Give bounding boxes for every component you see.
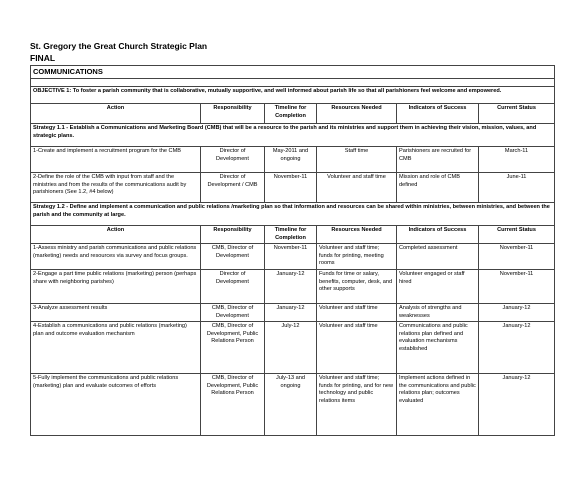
status-cell: November-11: [479, 244, 555, 270]
timeline-cell: November-11: [265, 173, 317, 203]
document-subtitle: FINAL: [30, 53, 56, 63]
section-row: [31, 66, 555, 79]
header-indicators: Indicators of Success: [397, 226, 479, 244]
table-row: [31, 270, 555, 304]
timeline-cell: November-11: [265, 244, 317, 270]
responsibility-cell: CMB, Director of Development, Public Relations Person: [201, 374, 265, 436]
header-action: Action: [31, 226, 201, 244]
header-responsibility: Responsibility: [201, 226, 265, 244]
indicators-cell: Implement actions defined in the communications and public relations plan; outcomes evaluated: [397, 374, 479, 436]
status-cell: January-12: [479, 374, 555, 436]
responsibility-cell: Director of Development / CMB: [201, 173, 265, 203]
table-row: [31, 147, 555, 173]
timeline-cell: July-12: [265, 322, 317, 374]
status-cell: June-11: [479, 173, 555, 203]
strategic-plan-table: [30, 65, 555, 436]
table-row: [31, 304, 555, 322]
indicators-cell: Communications and public relations plan defined and evaluation mechanisms established: [397, 322, 479, 374]
header-responsibility: Responsibility: [201, 104, 265, 124]
responsibility-cell: CMB, Director of Development, Public Relations Person: [201, 322, 265, 374]
status-cell: March-11: [479, 147, 555, 173]
resources-cell: Volunteer and staff time: [317, 322, 397, 374]
strategy-row: [31, 124, 555, 147]
resources-cell: Volunteer and staff time: [317, 173, 397, 203]
timeline-cell: July-13 and ongoing: [265, 374, 317, 436]
action-cell: 4-Establish a communications and public relations (marketing) plan and outcome evaluation mechanism: [31, 322, 201, 374]
timeline-cell: January-12: [265, 270, 317, 304]
objective-text: OBJECTIVE 1: To foster a parish community that is collaborative, mutually supportive, and well informed about parish life so that all parishioners feel welcome and empowered.: [31, 87, 555, 104]
table-header-row: [31, 226, 555, 244]
strategy-row: [31, 203, 555, 226]
indicators-cell: Parishioners are recruited for CMB: [397, 147, 479, 173]
status-cell: January-12: [479, 322, 555, 374]
table-row: [31, 173, 555, 203]
indicators-cell: Volunteer engaged or staff hired: [397, 270, 479, 304]
resources-cell: Volunteer and staff time; funds for printing, and for new technology and public relations items: [317, 374, 397, 436]
responsibility-cell: Director of Development: [201, 147, 265, 173]
header-resources: Resources Needed: [317, 104, 397, 124]
action-cell: 5-Fully implement the communications and public relations (marketing) plan and evaluate outcomes of efforts: [31, 374, 201, 436]
objective-row: [31, 87, 555, 104]
spacer-row: [31, 79, 555, 87]
timeline-cell: January-12: [265, 304, 317, 322]
responsibility-cell: CMB, Director of Development: [201, 304, 265, 322]
resources-cell: Volunteer and staff time: [317, 304, 397, 322]
table-header-row: [31, 104, 555, 124]
header-timeline: Timeline for Completion: [265, 226, 317, 244]
section-title: COMMUNICATIONS: [31, 66, 555, 79]
responsibility-cell: CMB, Director of Development: [201, 244, 265, 270]
responsibility-cell: Director of Development: [201, 270, 265, 304]
action-cell: 1-Assess ministry and parish communications and public relations (marketing) needs and resources via survey and focus groups.: [31, 244, 201, 270]
indicators-cell: Completed assessment: [397, 244, 479, 270]
action-cell: 2-Engage a part time public relations (marketing) person (perhaps share with neighboring parishes): [31, 270, 201, 304]
status-cell: January-12: [479, 304, 555, 322]
table-row: [31, 322, 555, 374]
strategy-text: Strategy 1.1 - Establish a Communications and Marketing Board (CMB) that will be a resource to the parish and its ministries and support them in achieving their vision, mission, values, and strategic plans.: [31, 124, 555, 147]
header-resources: Resources Needed: [317, 226, 397, 244]
header-action: Action: [31, 104, 201, 124]
header-indicators: Indicators of Success: [397, 104, 479, 124]
strategy-text: Strategy 1.2 - Define and implement a communication and public relations /marketing plan so that information and resources can be shared within ministries, between ministries, and between the parish and the community at large.: [31, 203, 555, 226]
table-row: [31, 244, 555, 270]
header-timeline: Timeline for Completion: [265, 104, 317, 124]
action-cell: 1-Create and implement a recruitment program for the CMB: [31, 147, 201, 173]
indicators-cell: Mission and role of CMB defined: [397, 173, 479, 203]
header-status: Current Status: [479, 226, 555, 244]
resources-cell: Funds for time or salary, benefits, computer, desk, and other supports: [317, 270, 397, 304]
status-cell: November-11: [479, 270, 555, 304]
table-row: [31, 374, 555, 436]
action-cell: 3-Analyze assessment results: [31, 304, 201, 322]
document-title: St. Gregory the Great Church Strategic Plan: [30, 41, 208, 51]
resources-cell: Volunteer and staff time; funds for printing, meeting rooms: [317, 244, 397, 270]
header-status: Current Status: [479, 104, 555, 124]
indicators-cell: Analysis of strengths and weaknesses: [397, 304, 479, 322]
resources-cell: Staff time: [317, 147, 397, 173]
action-cell: 2-Define the role of the CMB with input from staff and the ministries and from the results of the communications audit by parishioners (See 1.2, #4 below): [31, 173, 201, 203]
timeline-cell: May-2011 and ongoing: [265, 147, 317, 173]
